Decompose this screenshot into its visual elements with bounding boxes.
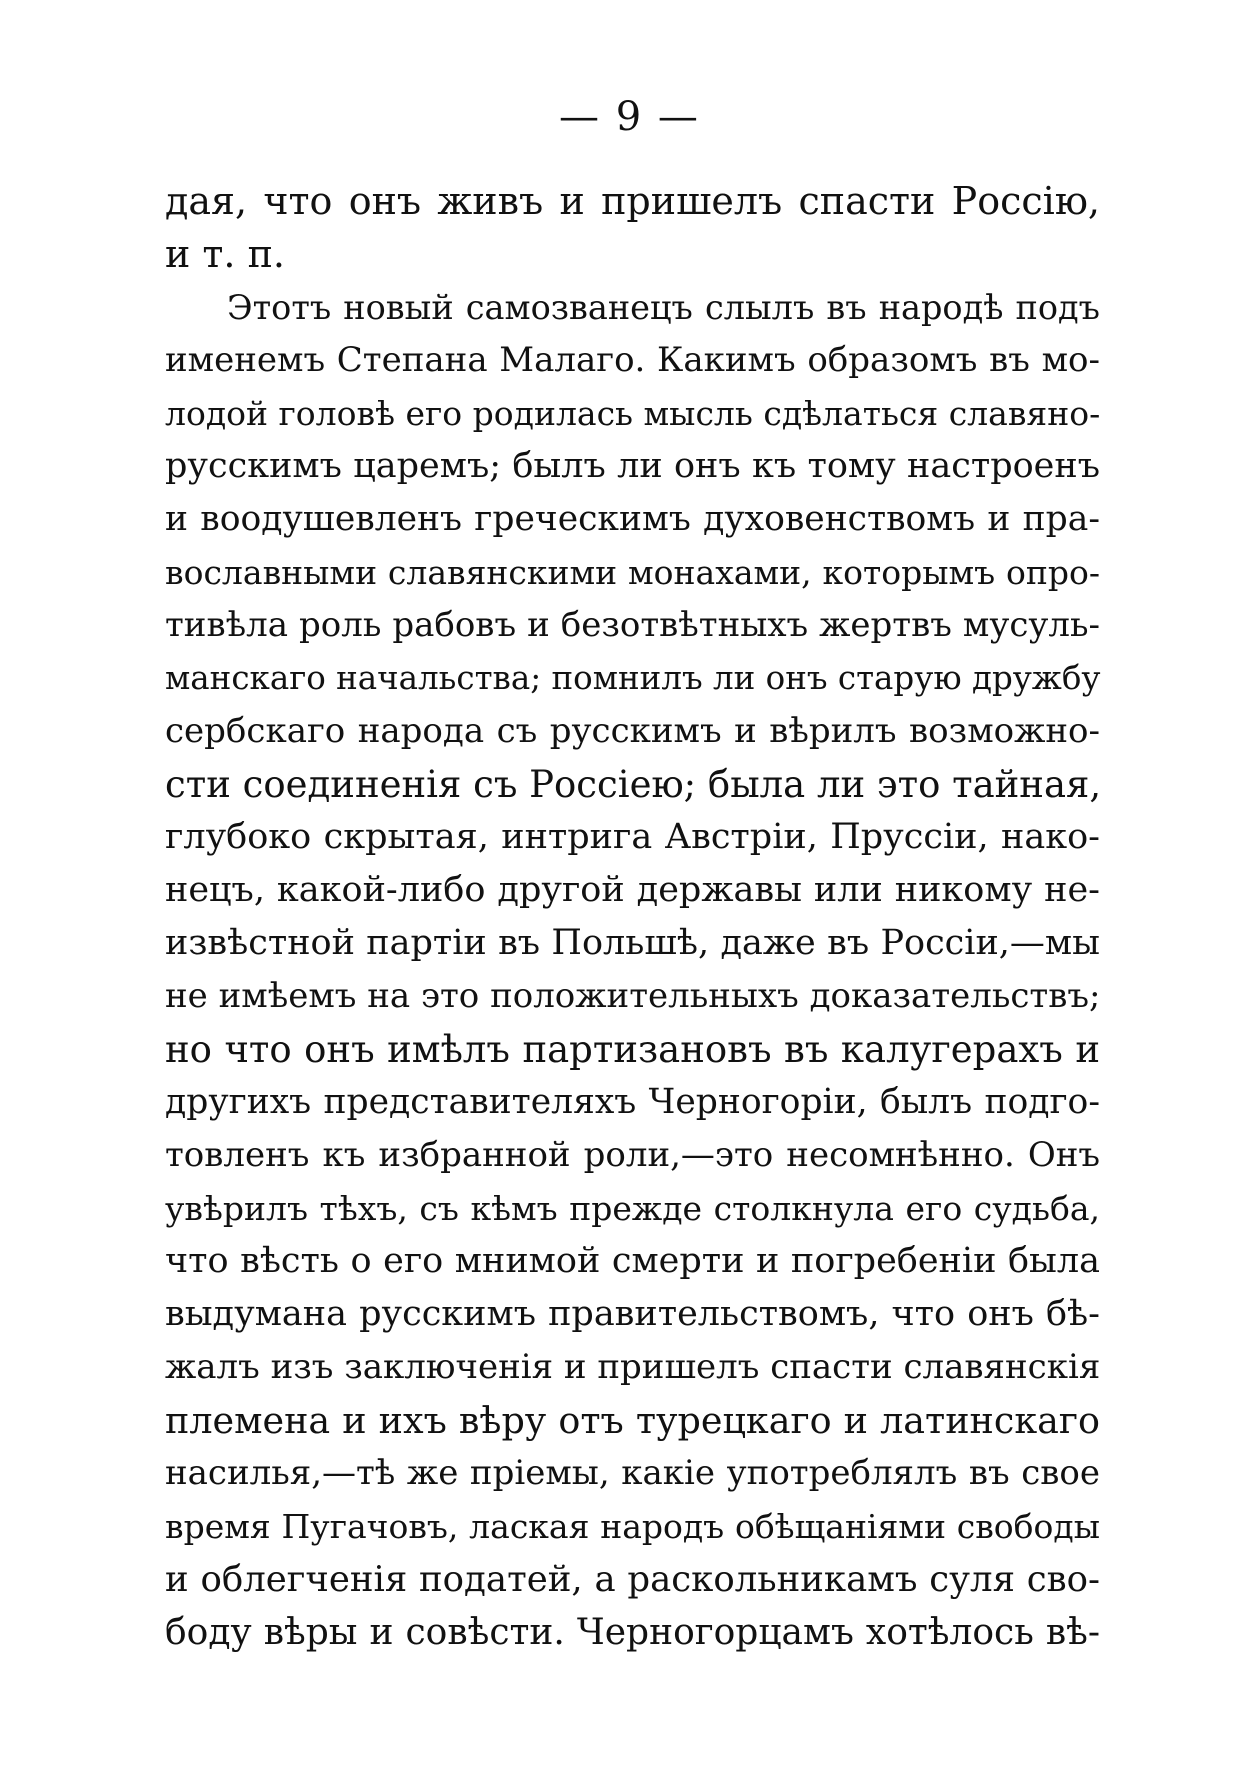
body-text: [165, 175, 1100, 1659]
text-line: тивѣла роль рабовъ и безотвѣтныхъ жертвъ мусуль-: [165, 605, 1100, 645]
text-line: и т. п.: [165, 232, 285, 276]
text-line: племена и ихъ вѣру отъ турецкаго и латинскаго: [165, 1399, 1100, 1442]
text-line: нецъ, какой-либо другой державы или никому не-: [165, 870, 1100, 910]
text-line: но что онъ имѣлъ партизановъ въ калугерахъ и: [165, 1028, 1100, 1071]
text-line: извѣстной партіи въ Польшѣ, даже въ Россіи,—мы: [165, 923, 1100, 963]
text-line: выдумана русскимъ правительствомъ, что онъ бѣ-: [165, 1294, 1100, 1334]
text-line: боду вѣры и совѣсти. Черногорцамъ хотѣлось вѣ-: [165, 1612, 1100, 1653]
text-line: Этотъ новый самозванецъ слылъ въ народѣ подъ: [227, 288, 1100, 327]
text-line: русскимъ царемъ; былъ ли онъ къ тому настроенъ: [165, 446, 1100, 486]
text-line: сербскаго народа съ русскимъ и вѣрилъ возможно-: [165, 711, 1100, 751]
text-line: товленъ къ избранной роли,—это несомнѣнно. Онъ: [165, 1135, 1100, 1175]
text-line: вославными славянскими монахами, которымъ опро-: [165, 553, 1100, 592]
text-line: манскаго начальства; помнилъ ли онъ старую дружбу: [165, 659, 1101, 697]
text-line: насилья,—тѣ же пріемы, какіе употреблялъ въ свое: [165, 1453, 1100, 1493]
text-line: не имѣемъ на это положительныхъ доказательствъ;: [165, 976, 1101, 1016]
text-line: время Пугачовъ, лаская народъ обѣщаніями свободы: [165, 1507, 1100, 1546]
text-line: сти соединенія съ Россіею; была ли это тайная,: [165, 763, 1102, 806]
text-line: глубоко скрытая, интрига Австріи, Пруссіи, нако-: [165, 817, 1100, 857]
text-line: что вѣсть о его мнимой смерти и погребеніи была: [165, 1241, 1100, 1281]
text-line: и воодушевленъ греческимъ духовенствомъ и пра-: [165, 499, 1100, 539]
text-line: дая, что онъ живъ и пришелъ спасти Россію,: [165, 179, 1100, 223]
text-line: увѣрилъ тѣхъ, съ кѣмъ прежде столкнула его судьба,: [165, 1189, 1100, 1228]
text-line: жалъ изъ заключенія и пришелъ спасти славянскія: [165, 1347, 1101, 1387]
text-line: другихъ представителяхъ Черногоріи, былъ подго-: [165, 1082, 1100, 1122]
page-number: — 9 —: [559, 94, 700, 140]
text-line: именемъ Степана Малаго. Какимъ образомъ въ мо-: [165, 340, 1100, 380]
text-line: лодой головѣ его родилась мысль сдѣлаться славяно-: [165, 394, 1101, 433]
text-line: и облегченія податей, а раскольникамъ суля сво-: [165, 1559, 1100, 1600]
